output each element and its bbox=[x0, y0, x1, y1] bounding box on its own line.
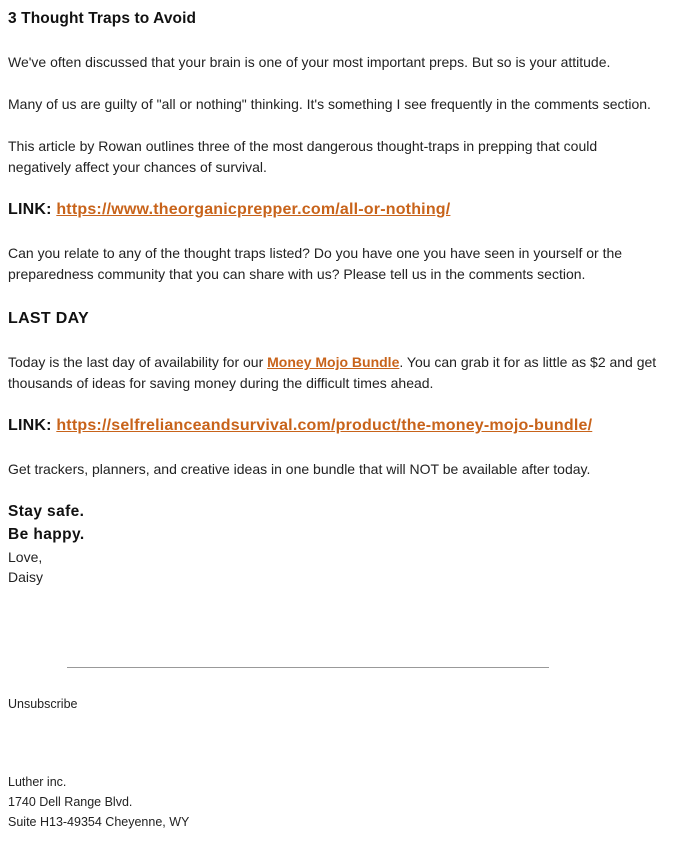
signoff-name: Daisy bbox=[8, 569, 44, 585]
link-label: LINK: bbox=[8, 417, 52, 434]
money-mojo-bundle-link[interactable]: Money Mojo Bundle bbox=[267, 354, 400, 370]
footer-divider bbox=[67, 667, 549, 668]
signoff-love: Love, bbox=[8, 549, 43, 565]
article-paragraph-4: Can you relate to any of the thought traps listed? Do you have one you have seen in yourself or the preparedness community that you can share with us? Please tell us in the comments section. bbox=[8, 245, 623, 282]
article-paragraph-2: Many of us are guilty of "all or nothing" thinking. It's something I see frequently in the comments section. bbox=[8, 96, 651, 112]
article-title: 3 Thought Traps to Avoid bbox=[8, 10, 197, 27]
signoff-stay-safe: Stay safe. bbox=[8, 503, 85, 520]
footer-company: Luther inc. bbox=[8, 775, 67, 789]
last-day-heading: LAST DAY bbox=[8, 310, 89, 327]
unsubscribe-container bbox=[8, 697, 77, 711]
link-label: LINK: bbox=[8, 201, 52, 218]
unsubscribe-link[interactable]: Unsubscribe bbox=[8, 697, 78, 711]
last-day-paragraph-2: Get trackers, planners, and creative ideas in one bundle that will NOT be available after today. bbox=[8, 461, 591, 477]
bundle-link-line bbox=[8, 417, 592, 435]
last-day-paragraph-1 bbox=[8, 352, 673, 394]
last-day-text-after: . You can grab it for as little as $2 and get thousands of ideas for saving money during the difficult times ahead. bbox=[8, 354, 657, 391]
footer-address-line-1: 1740 Dell Range Blvd. bbox=[8, 795, 133, 809]
article-link-line bbox=[8, 201, 450, 219]
last-day-text-before: Today is the last day of availability for our bbox=[8, 354, 268, 370]
bundle-link[interactable]: https://selfrelianceandsurvival.com/product/the-money-mojo-bundle/ bbox=[56, 417, 593, 434]
signoff-be-happy: Be happy. bbox=[8, 526, 85, 543]
article-paragraph-3: This article by Rowan outlines three of the most dangerous thought-traps in prepping that could negatively affect your chances of survival. bbox=[8, 138, 598, 175]
article-paragraph-1: We've often discussed that your brain is one of your most important preps. But so is your attitude. bbox=[8, 54, 611, 70]
article-link[interactable]: https://www.theorganicprepper.com/all-or-nothing/ bbox=[56, 201, 451, 218]
footer-address-line-2: Suite H13-49354 Cheyenne, WY bbox=[8, 815, 190, 829]
